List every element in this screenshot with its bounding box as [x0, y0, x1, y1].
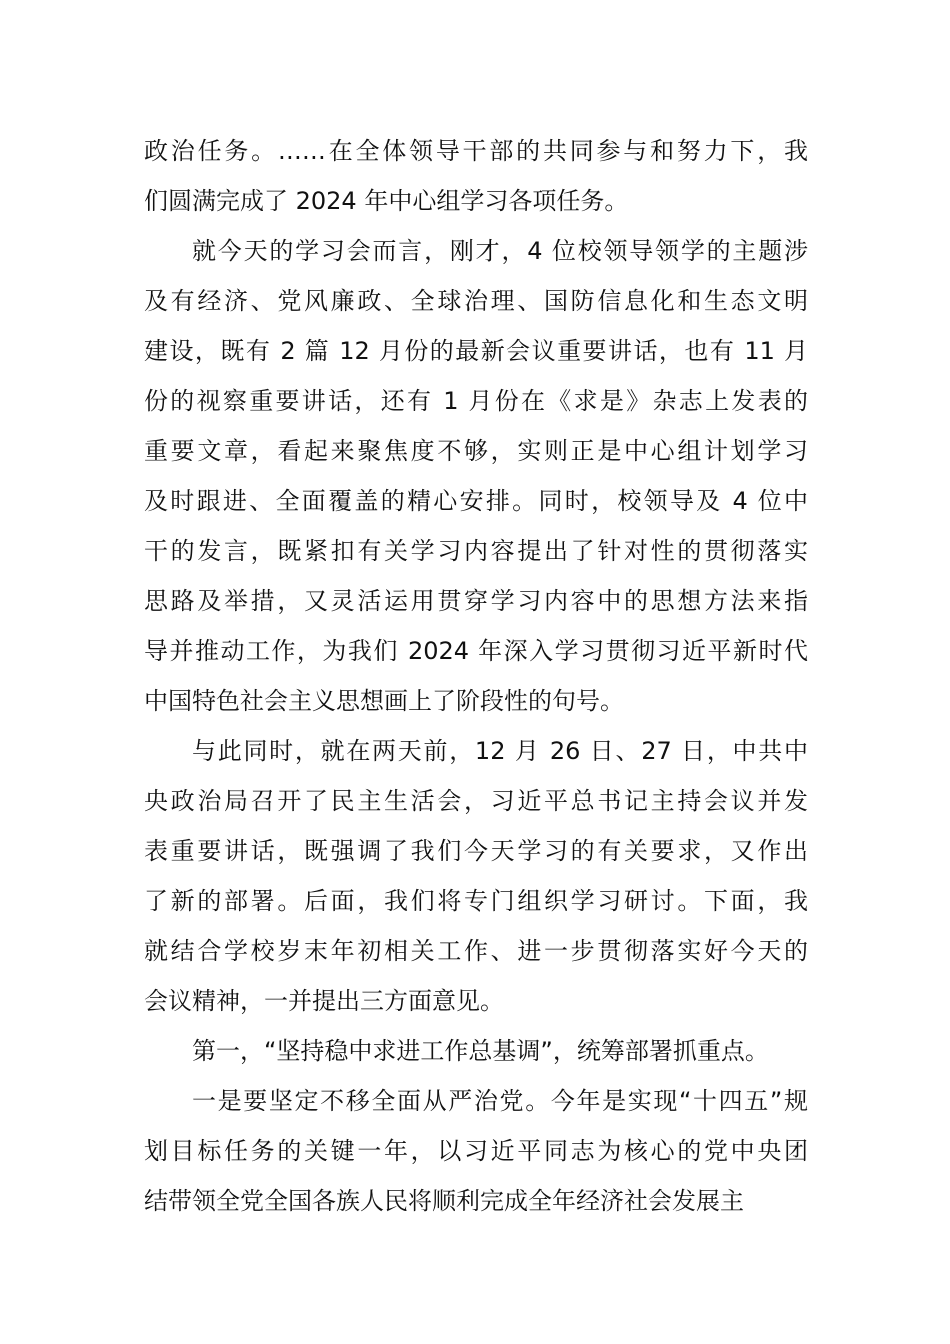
- paragraph-line: 央政治局召开了民主生活会，习近平总书记主持会议并发: [144, 787, 808, 815]
- paragraph-line: 表重要讲话，既强调了我们今天学习的有关要求，又作出: [144, 837, 808, 865]
- paragraph: [144, 726, 808, 1026]
- paragraph-line: 了新的部署。后面，我们将专门组织学习研讨。下面，我: [144, 887, 808, 915]
- paragraph-line: 们圆满完成了 2024 年中心组学习各项任务。: [144, 187, 629, 215]
- paragraph: [144, 226, 808, 726]
- paragraph-line: 划目标任务的关键一年，以习近平同志为核心的党中央团: [144, 1137, 808, 1165]
- paragraph-line: 建设，既有 2 篇 12 月份的最新会议重要讲话，也有 11 月: [144, 337, 808, 365]
- paragraph-line: 一是要坚定不移全面从严治党。今年是实现“十四五”规: [192, 1087, 808, 1115]
- document-body: [144, 126, 808, 1226]
- paragraph-line: 会议精神，一并提出三方面意见。: [144, 987, 504, 1015]
- paragraph-line: 干的发言，既紧扣有关学习内容提出了针对性的贯彻落实: [144, 537, 808, 565]
- paragraph-line: 与此同时，就在两天前，12 月 26 日、27 日，中共中: [192, 737, 808, 765]
- paragraph: [144, 1026, 808, 1076]
- paragraph-line: 中国特色社会主义思想画上了阶段性的句号。: [144, 687, 624, 715]
- paragraph-line: 政治任务。……在全体领导干部的共同参与和努力下，我: [144, 137, 808, 165]
- paragraph: [144, 1076, 808, 1226]
- paragraph-line: 重要文章，看起来聚焦度不够，实则正是中心组计划学习: [144, 437, 808, 465]
- paragraph-line: 就今天的学习会而言，刚才，4 位校领导领学的主题涉: [192, 237, 808, 265]
- paragraph-line: 就结合学校岁末年初相关工作、进一步贯彻落实好今天的: [144, 937, 808, 965]
- paragraph-line: 导并推动工作，为我们 2024 年深入学习贯彻习近平新时代: [144, 637, 808, 665]
- paragraph: [144, 126, 808, 226]
- paragraph-line: 份的视察重要讲话，还有 1 月份在《求是》杂志上发表的: [144, 387, 808, 415]
- paragraph-line: 及有经济、党风廉政、全球治理、国防信息化和生态文明: [144, 287, 808, 315]
- paragraph-line: 第一，“坚持稳中求进工作总基调”，统筹部署抓重点。: [192, 1037, 769, 1065]
- paragraph-line: 思路及举措，又灵活运用贯穿学习内容中的思想方法来指: [144, 587, 808, 615]
- paragraph-line: 结带领全党全国各族人民将顺利完成全年经济社会发展主: [144, 1187, 744, 1215]
- paragraph-line: 及时跟进、全面覆盖的精心安排。同时，校领导及 4 位中: [144, 487, 808, 515]
